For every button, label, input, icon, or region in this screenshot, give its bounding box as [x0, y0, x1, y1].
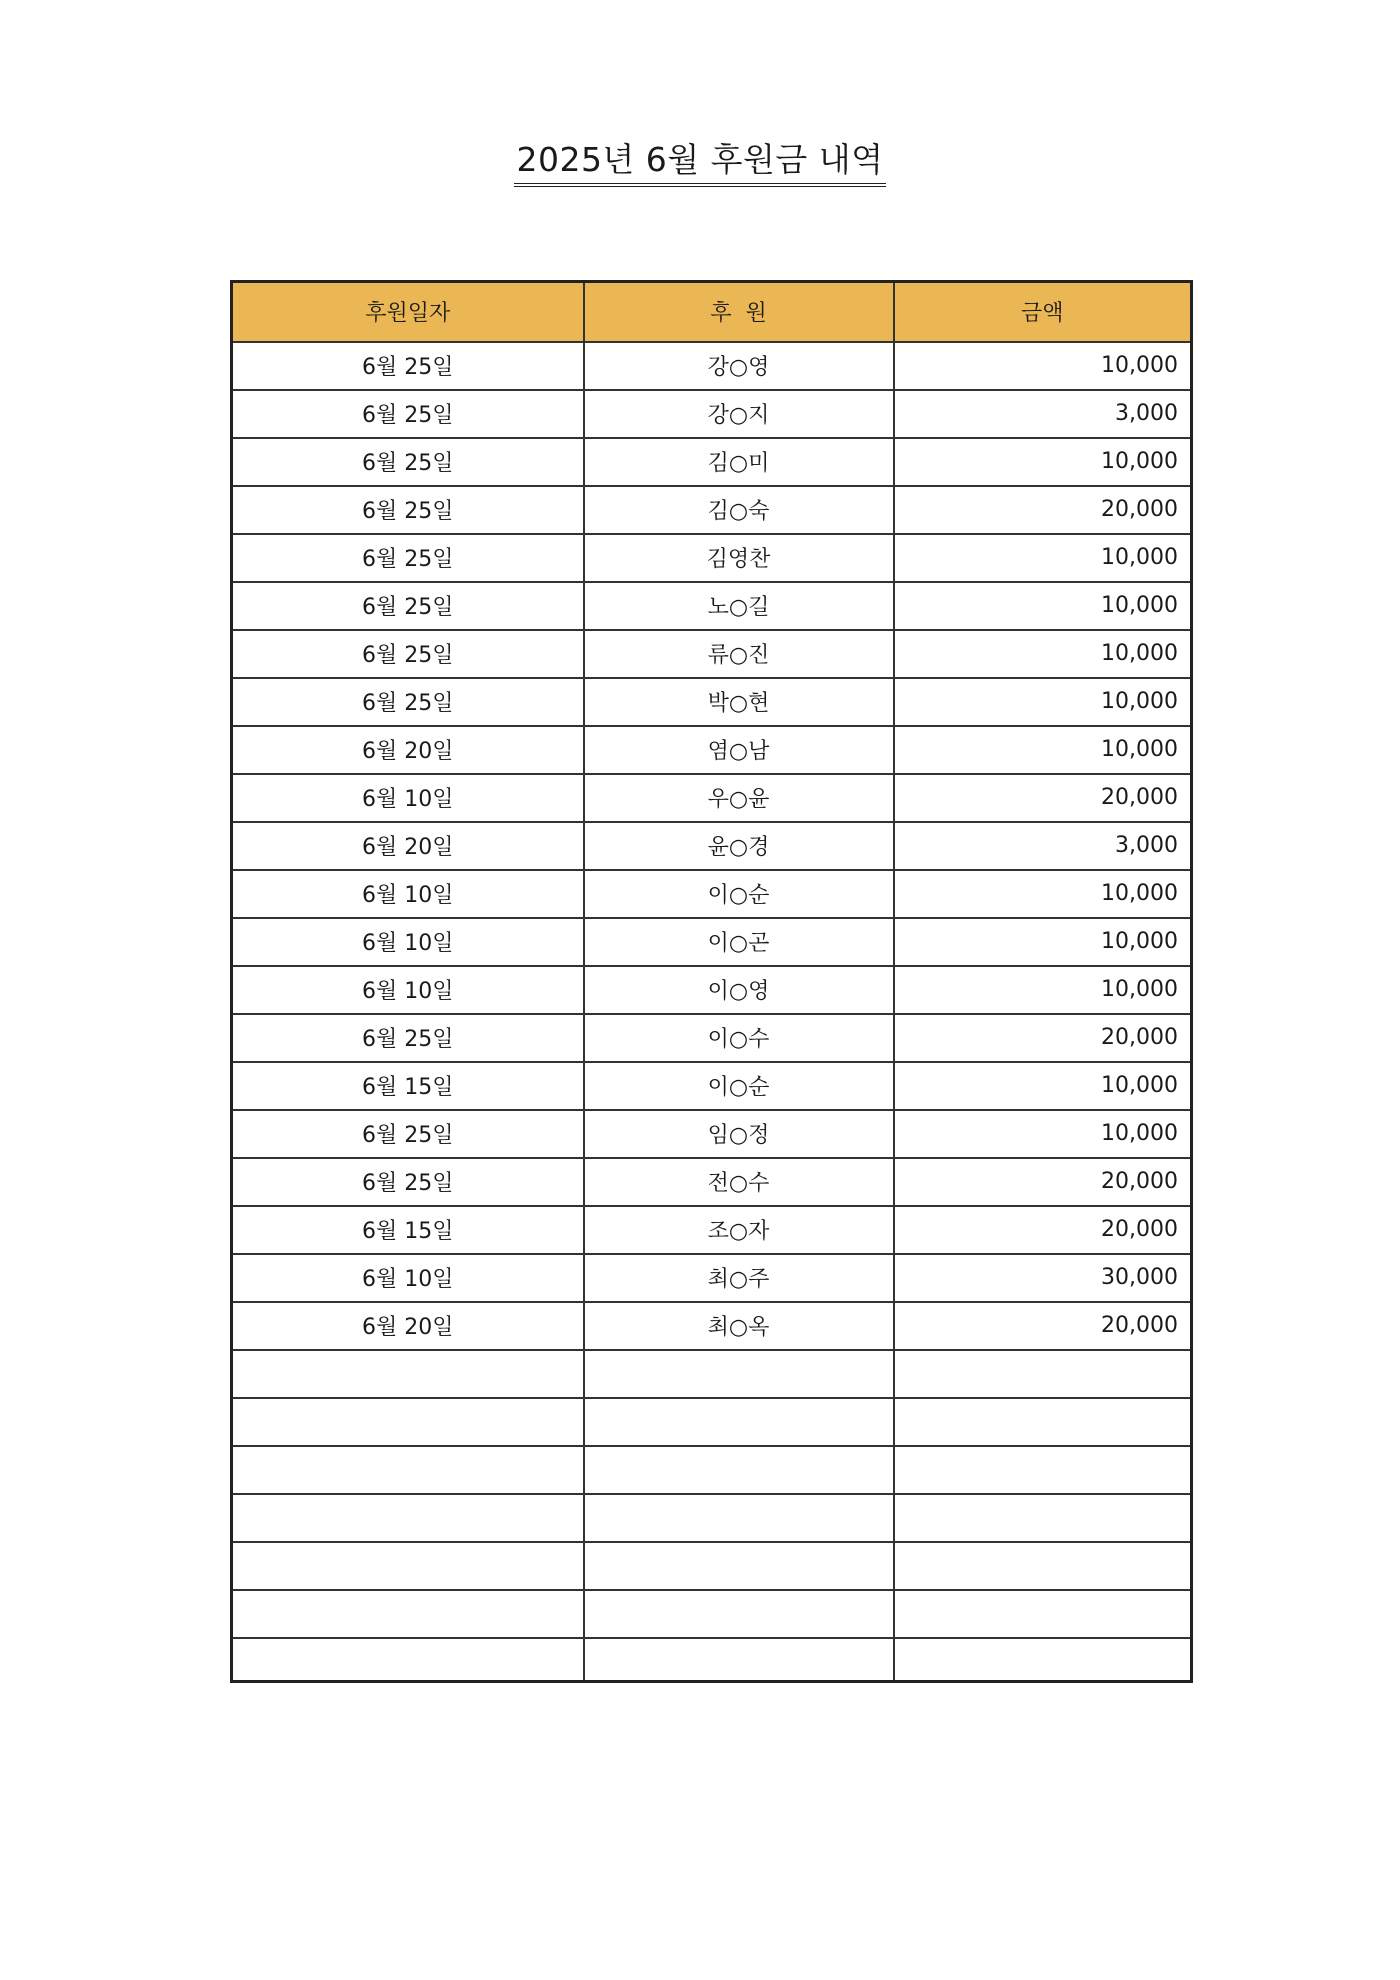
cell-amount: 10,000 [894, 966, 1192, 1014]
cell-amount: 10,000 [894, 438, 1192, 486]
cell-donor: 김영찬 [584, 534, 894, 582]
empty-cell [894, 1638, 1192, 1682]
empty-cell [584, 1638, 894, 1682]
empty-cell [232, 1446, 584, 1494]
cell-date: 6월 25일 [232, 1158, 584, 1206]
table-row [232, 486, 1192, 534]
empty-cell [232, 1494, 584, 1542]
empty-row [232, 1494, 1192, 1542]
cell-donor: 이○수 [584, 1014, 894, 1062]
table-row [232, 1302, 1192, 1350]
cell-date: 6월 20일 [232, 726, 584, 774]
cell-date: 6월 25일 [232, 678, 584, 726]
cell-date: 6월 15일 [232, 1062, 584, 1110]
cell-date: 6월 25일 [232, 1014, 584, 1062]
empty-cell [584, 1542, 894, 1590]
empty-cell [232, 1398, 584, 1446]
cell-amount: 10,000 [894, 582, 1192, 630]
empty-cell [232, 1590, 584, 1638]
donation-table [230, 280, 1193, 1683]
table-row [232, 1206, 1192, 1254]
table-row [232, 918, 1192, 966]
table-row [232, 822, 1192, 870]
cell-amount: 10,000 [894, 1062, 1192, 1110]
empty-cell [894, 1542, 1192, 1590]
empty-cell [894, 1350, 1192, 1398]
table-header [232, 282, 1192, 342]
header-date: 후원일자 [232, 282, 584, 342]
empty-cell [584, 1446, 894, 1494]
cell-donor: 윤○경 [584, 822, 894, 870]
table-row [232, 1254, 1192, 1302]
empty-cell [232, 1350, 584, 1398]
empty-row [232, 1542, 1192, 1590]
cell-donor: 조○자 [584, 1206, 894, 1254]
cell-donor: 이○곤 [584, 918, 894, 966]
cell-amount: 10,000 [894, 678, 1192, 726]
cell-donor: 전○수 [584, 1158, 894, 1206]
empty-row [232, 1590, 1192, 1638]
cell-donor: 이○순 [584, 1062, 894, 1110]
cell-donor: 노○길 [584, 582, 894, 630]
table-row [232, 630, 1192, 678]
cell-amount: 3,000 [894, 390, 1192, 438]
empty-row [232, 1446, 1192, 1494]
cell-date: 6월 10일 [232, 774, 584, 822]
table-row [232, 678, 1192, 726]
table-row [232, 774, 1192, 822]
cell-donor: 우○윤 [584, 774, 894, 822]
cell-date: 6월 25일 [232, 486, 584, 534]
empty-row [232, 1350, 1192, 1398]
cell-date: 6월 10일 [232, 870, 584, 918]
empty-cell [584, 1494, 894, 1542]
cell-donor: 최○주 [584, 1254, 894, 1302]
cell-amount: 30,000 [894, 1254, 1192, 1302]
table-row [232, 1158, 1192, 1206]
cell-donor: 강○지 [584, 390, 894, 438]
cell-date: 6월 25일 [232, 390, 584, 438]
cell-donor: 김○미 [584, 438, 894, 486]
cell-date: 6월 25일 [232, 582, 584, 630]
empty-cell [232, 1542, 584, 1590]
cell-amount: 20,000 [894, 1158, 1192, 1206]
header-row [232, 282, 1192, 342]
table-row [232, 390, 1192, 438]
header-amount: 금액 [894, 282, 1192, 342]
cell-donor: 이○영 [584, 966, 894, 1014]
table-row [232, 582, 1192, 630]
cell-donor: 강○영 [584, 342, 894, 390]
empty-cell [894, 1590, 1192, 1638]
page-title [0, 138, 1400, 187]
empty-cell [232, 1638, 584, 1682]
empty-cell [584, 1590, 894, 1638]
cell-date: 6월 25일 [232, 1110, 584, 1158]
empty-row [232, 1398, 1192, 1446]
cell-donor: 염○남 [584, 726, 894, 774]
header-donor: 후 원 [584, 282, 894, 342]
cell-amount: 10,000 [894, 534, 1192, 582]
table-row [232, 870, 1192, 918]
cell-date: 6월 10일 [232, 966, 584, 1014]
page-title-text: 2025년 6월 후원금 내역 [514, 138, 885, 187]
cell-amount: 20,000 [894, 1206, 1192, 1254]
cell-amount: 10,000 [894, 1110, 1192, 1158]
cell-donor: 박○현 [584, 678, 894, 726]
cell-date: 6월 25일 [232, 534, 584, 582]
table-row [232, 726, 1192, 774]
cell-amount: 20,000 [894, 486, 1192, 534]
table-row [232, 342, 1192, 390]
cell-donor: 김○숙 [584, 486, 894, 534]
cell-date: 6월 20일 [232, 822, 584, 870]
cell-amount: 3,000 [894, 822, 1192, 870]
cell-amount: 10,000 [894, 342, 1192, 390]
cell-amount: 20,000 [894, 774, 1192, 822]
table-body [232, 342, 1192, 1682]
cell-donor: 이○순 [584, 870, 894, 918]
cell-date: 6월 10일 [232, 918, 584, 966]
empty-cell [894, 1398, 1192, 1446]
empty-cell [584, 1398, 894, 1446]
cell-donor: 최○옥 [584, 1302, 894, 1350]
empty-cell [894, 1494, 1192, 1542]
cell-amount: 10,000 [894, 630, 1192, 678]
table-row [232, 966, 1192, 1014]
table-row [232, 1014, 1192, 1062]
table-row [232, 1110, 1192, 1158]
cell-amount: 20,000 [894, 1302, 1192, 1350]
cell-date: 6월 10일 [232, 1254, 584, 1302]
cell-amount: 10,000 [894, 918, 1192, 966]
table-row [232, 438, 1192, 486]
empty-cell [584, 1350, 894, 1398]
cell-donor: 류○진 [584, 630, 894, 678]
empty-cell [894, 1446, 1192, 1494]
cell-amount: 10,000 [894, 870, 1192, 918]
cell-amount: 20,000 [894, 1014, 1192, 1062]
cell-amount: 10,000 [894, 726, 1192, 774]
cell-date: 6월 15일 [232, 1206, 584, 1254]
table-row [232, 534, 1192, 582]
empty-row [232, 1638, 1192, 1682]
table-row [232, 1062, 1192, 1110]
cell-date: 6월 25일 [232, 438, 584, 486]
cell-donor: 임○정 [584, 1110, 894, 1158]
cell-date: 6월 25일 [232, 630, 584, 678]
cell-date: 6월 20일 [232, 1302, 584, 1350]
cell-date: 6월 25일 [232, 342, 584, 390]
